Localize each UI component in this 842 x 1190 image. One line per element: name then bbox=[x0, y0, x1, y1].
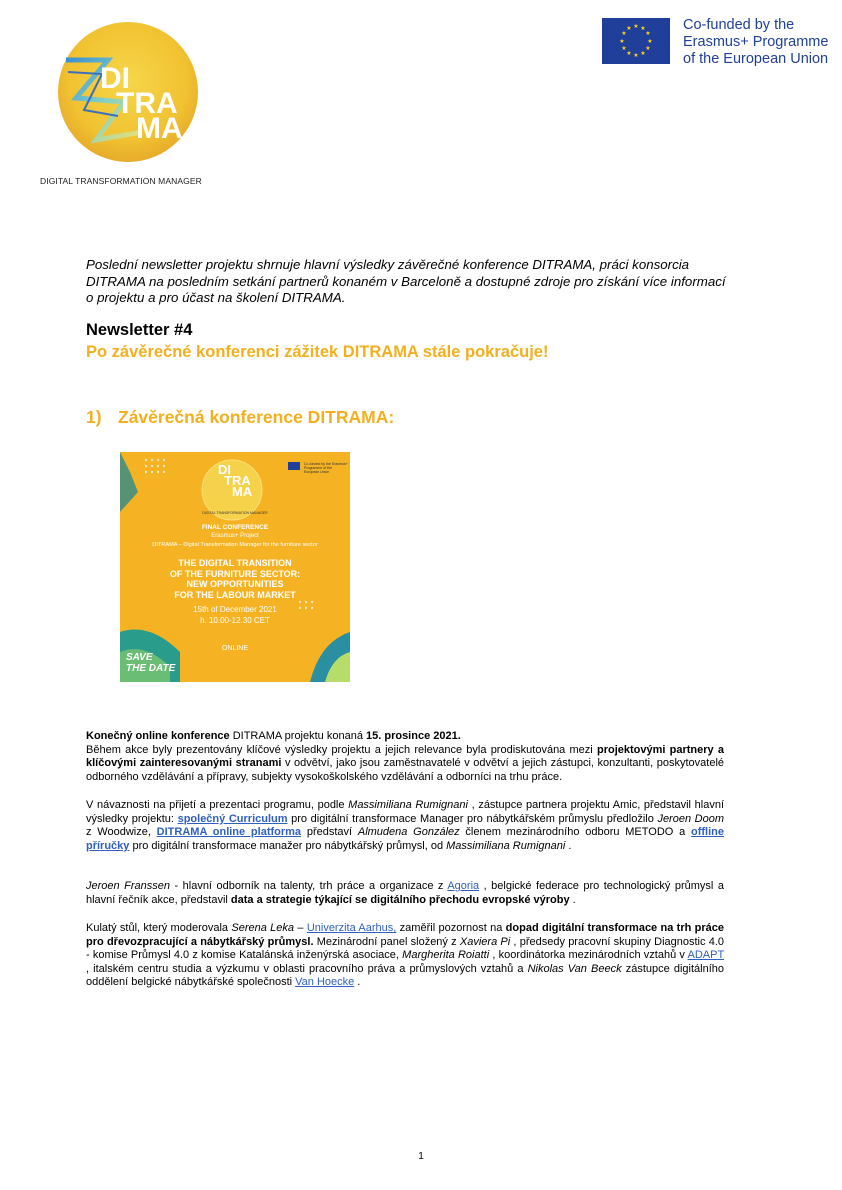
adapt-link[interactable]: ADAPT bbox=[687, 949, 724, 962]
poster-headline: THE DIGITAL TRANSITION OF THE FURNITURE SECTOR: NEW OPPORTUNITIES FOR THE LABOUR MARKET bbox=[169, 558, 301, 600]
poster-logo: DI TRA MA bbox=[218, 462, 253, 499]
newsletter-number: Newsletter #4 bbox=[86, 321, 193, 339]
logo-letters-2: TRA bbox=[116, 87, 178, 120]
curriculum-link[interactable]: společný Curriculum bbox=[177, 812, 288, 825]
online-platform-link[interactable]: DITRAMA online platforma bbox=[156, 826, 302, 839]
van-hoecke-link[interactable]: Van Hoecke bbox=[295, 976, 355, 989]
poster-save-the-date: SAVE THE DATE bbox=[126, 652, 176, 674]
svg-text:★: ★ bbox=[619, 38, 625, 45]
poster-erasmus-project: Erasmus+ Project bbox=[211, 533, 259, 539]
svg-text:★: ★ bbox=[647, 38, 653, 45]
poster-project-name: DITRAMA – Digital Transformation Manager for the furniture sector bbox=[152, 542, 318, 548]
svg-text:★: ★ bbox=[645, 45, 651, 52]
svg-text:★: ★ bbox=[626, 25, 632, 32]
paragraph-roundtable: Kulatý stůl, který moderovala Serena Leka – Univerzita Aarhus, zaměřil pozornost na dopad digitální transformace na trh práce pro dřevozpracující a nábytkářský průmysl. Mezinárodní panel složený z Xaviera Pi , předsedy pracovní skupiny Diagnostic 4.0 - komise Průmysl 4.0 z komise Katalánská inženýrská asociace, Margherita Roiatti , koordinátorka mezinárodních vztahů v ADAPT , italském centru studia a výzkumu v oblasti pracovního práva a průmyslových vztahů a Nikolas Van Beeck zástupce digitálního oddělení belgické nábytkářské společnosti Van Hoecke . bbox=[86, 922, 725, 989]
paragraph-conference: Konečný online konference DITRAMA projektu konaná 15. prosince 2021. Během akce byly prezentovány klíčové výsledky projektu a jejich relevance byla prodiskutována mezi projektovými partnery a klíčovými zainteresovanými stranami v odvětví, jako jsou zaměstnavatelé v odvětví a jejich zástupci, konzultanti, poskytovatelé odborného vzdělávání a přípravy, subjekty vysokoškolského vzdělávání a odborníci na trhu práce. bbox=[86, 730, 725, 783]
eu-cofunded-text: Co-funded by the Erasmus+ Programme of the European Union bbox=[683, 17, 829, 67]
page-number: 1 bbox=[418, 1151, 424, 1162]
svg-text:★: ★ bbox=[640, 25, 646, 32]
logo-letters-3: MA bbox=[136, 112, 183, 145]
svg-text:★: ★ bbox=[626, 50, 632, 57]
paragraph-results: V návaznosti na přijetí a prezentaci programu, podle Massimiliana Rumignani , zástupce partnera projektu Amic, představil hlavní výsledky projektu: společný Curriculum pro digitální transformace Manager pro nábytkářském průmyslu předložilo Jeroen Doom z Woodwize, DITRAMA online platforma představí Almudena González členem mezinárodního odboru METODO a offline příručky pro digitální transformace manažer pro nábytkářský průmysl, od Massimiliana Rumignani . bbox=[86, 799, 725, 852]
paragraph-keynote: Jeroen Franssen - hlavní odborník na talenty, trh práce a organizace z Agoria , belgické federace pro technologický průmysl a hlavní řečník akce, představil data a strategie týkající se digitálního přechodu evropské výroby . bbox=[86, 880, 724, 906]
svg-text:★: ★ bbox=[633, 23, 639, 30]
poster-logo-sub: DIGITAL TRANSFORMATION MANAGER bbox=[202, 511, 268, 515]
intro-paragraph: Poslední newsletter projektu shrnuje hlavní výsledky závěrečné konference DITRAMA, práci konsorcia DITRAMA na posledním setkání partnerů konaném v Barceloně a dostupné zdroje pro získání více informací o projektu a pro účast na školení DITRAMA. bbox=[86, 257, 726, 305]
logo-subtitle: DIGITAL TRANSFORMATION MANAGER bbox=[40, 176, 202, 186]
newsletter-title: Po závěrečné konferenci zážitek DITRAMA stále pokračuje! bbox=[86, 343, 549, 361]
svg-text:★: ★ bbox=[621, 30, 627, 37]
svg-text:★: ★ bbox=[621, 45, 627, 52]
svg-text:★: ★ bbox=[633, 52, 639, 59]
poster-time: h. 10.00-12.30 CET bbox=[200, 616, 270, 625]
offline-handbook-link[interactable]: offline příručky bbox=[86, 826, 725, 852]
ditrama-logo bbox=[38, 20, 208, 170]
conference-poster bbox=[120, 452, 350, 682]
logo-letters-1: DI bbox=[100, 62, 130, 95]
section-heading: 1) Závěrečná konference DITRAMA: bbox=[86, 407, 395, 427]
eu-flag-icon bbox=[602, 18, 670, 64]
svg-text:★: ★ bbox=[640, 50, 646, 57]
aarhus-university-link[interactable]: Univerzita Aarhus, bbox=[306, 922, 397, 934]
poster-eu-text: Co-funded by the Erasmus+ Programme of the European Union bbox=[304, 462, 348, 474]
svg-text:★: ★ bbox=[645, 30, 651, 37]
poster-date: 15th of December 2021 bbox=[193, 605, 277, 614]
poster-online: ONLINE bbox=[221, 645, 249, 652]
agoria-link[interactable]: Agoria bbox=[447, 880, 480, 892]
poster-final-conference: FINAL CONFERENCE bbox=[201, 524, 269, 531]
